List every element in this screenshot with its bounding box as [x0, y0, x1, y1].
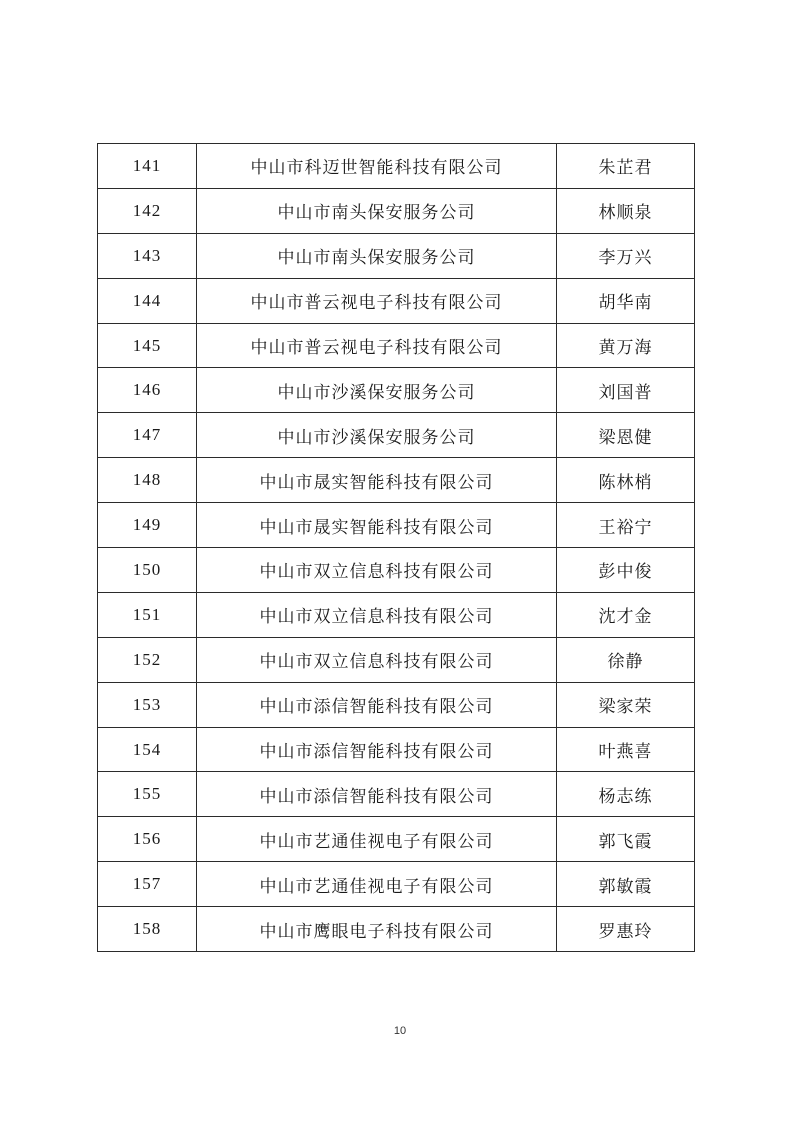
table-row — [98, 772, 695, 817]
row-number-cell: 147 — [98, 413, 197, 458]
person-name-cell: 杨志练 — [557, 772, 695, 817]
person-name-cell: 郭飞霞 — [557, 817, 695, 862]
row-number-cell: 156 — [98, 817, 197, 862]
company-name-cell: 中山市晟实智能科技有限公司 — [197, 503, 557, 548]
row-number-cell: 145 — [98, 323, 197, 368]
company-name-cell: 中山市科迈世智能科技有限公司 — [197, 144, 557, 189]
row-number-cell: 150 — [98, 548, 197, 593]
table-row — [98, 368, 695, 413]
company-name-cell: 中山市双立信息科技有限公司 — [197, 637, 557, 682]
company-name-cell: 中山市添信智能科技有限公司 — [197, 727, 557, 772]
person-name-cell: 梁恩健 — [557, 413, 695, 458]
person-name-cell: 朱芷君 — [557, 144, 695, 189]
row-number-cell: 155 — [98, 772, 197, 817]
table-row — [98, 727, 695, 772]
person-name-cell: 刘国普 — [557, 368, 695, 413]
company-name-cell: 中山市添信智能科技有限公司 — [197, 682, 557, 727]
row-number-cell: 142 — [98, 188, 197, 233]
person-name-cell: 黄万海 — [557, 323, 695, 368]
personnel-table-body — [98, 144, 695, 952]
table-row — [98, 817, 695, 862]
table-row — [98, 862, 695, 907]
person-name-cell: 李万兴 — [557, 233, 695, 278]
row-number-cell: 146 — [98, 368, 197, 413]
company-name-cell: 中山市晟实智能科技有限公司 — [197, 458, 557, 503]
company-name-cell: 中山市双立信息科技有限公司 — [197, 592, 557, 637]
table-row — [98, 144, 695, 189]
company-name-cell: 中山市沙溪保安服务公司 — [197, 368, 557, 413]
person-name-cell: 梁家荣 — [557, 682, 695, 727]
company-name-cell: 中山市南头保安服务公司 — [197, 188, 557, 233]
row-number-cell: 141 — [98, 144, 197, 189]
table-row — [98, 548, 695, 593]
table-row — [98, 637, 695, 682]
table-row — [98, 503, 695, 548]
person-name-cell: 彭中俊 — [557, 548, 695, 593]
row-number-cell: 151 — [98, 592, 197, 637]
person-name-cell: 林顺泉 — [557, 188, 695, 233]
page-number: 10 — [393, 1025, 407, 1037]
table-row — [98, 592, 695, 637]
row-number-cell: 144 — [98, 278, 197, 323]
person-name-cell: 郭敏霞 — [557, 862, 695, 907]
table-row — [98, 323, 695, 368]
row-number-cell: 143 — [98, 233, 197, 278]
company-name-cell: 中山市艺通佳视电子有限公司 — [197, 817, 557, 862]
row-number-cell: 152 — [98, 637, 197, 682]
company-name-cell: 中山市普云视电子科技有限公司 — [197, 278, 557, 323]
company-name-cell: 中山市双立信息科技有限公司 — [197, 548, 557, 593]
row-number-cell: 157 — [98, 862, 197, 907]
row-number-cell: 148 — [98, 458, 197, 503]
person-name-cell: 王裕宁 — [557, 503, 695, 548]
row-number-cell: 153 — [98, 682, 197, 727]
company-name-cell: 中山市添信智能科技有限公司 — [197, 772, 557, 817]
table-row — [98, 458, 695, 503]
row-number-cell: 158 — [98, 907, 197, 952]
table-row — [98, 907, 695, 952]
company-name-cell: 中山市艺通佳视电子有限公司 — [197, 862, 557, 907]
company-name-cell: 中山市沙溪保安服务公司 — [197, 413, 557, 458]
table-row — [98, 682, 695, 727]
personnel-table — [97, 143, 695, 952]
company-name-cell: 中山市鹰眼电子科技有限公司 — [197, 907, 557, 952]
row-number-cell: 149 — [98, 503, 197, 548]
table-row — [98, 188, 695, 233]
table-row — [98, 278, 695, 323]
company-name-cell: 中山市南头保安服务公司 — [197, 233, 557, 278]
table-row — [98, 413, 695, 458]
company-name-cell: 中山市普云视电子科技有限公司 — [197, 323, 557, 368]
person-name-cell: 罗惠玲 — [557, 907, 695, 952]
person-name-cell: 沈才金 — [557, 592, 695, 637]
table-row — [98, 233, 695, 278]
person-name-cell: 叶燕喜 — [557, 727, 695, 772]
person-name-cell: 徐静 — [557, 637, 695, 682]
row-number-cell: 154 — [98, 727, 197, 772]
person-name-cell: 胡华南 — [557, 278, 695, 323]
person-name-cell: 陈林梢 — [557, 458, 695, 503]
